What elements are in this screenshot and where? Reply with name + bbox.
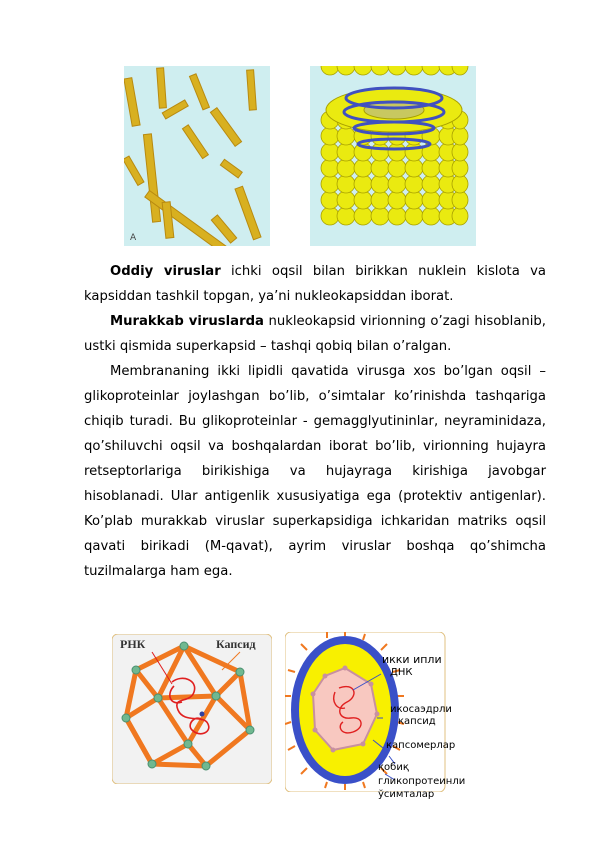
capsid-label: Капсид: [216, 637, 256, 651]
capsomer-label: капсомерлар: [386, 740, 456, 751]
body-text: [84, 259, 546, 584]
paragraph-text: ichki oqsil bilan birikkan nuklein kislota va kapsiddan tashkil topgan, ya’ni nukleokapsiddan iborat.: [84, 264, 546, 304]
icosahedral-rna-virus-image: [112, 634, 272, 784]
panel-label: A: [130, 233, 137, 243]
dna-label-1: икки ипли: [382, 653, 442, 666]
term-simple-viruses: Oddiy viruslar: [110, 264, 221, 279]
paragraph-text: Membrananing ikki lipidli qavatida virusga xos bo’lgan oqsil – glikoproteinlar joylashgan bo’lib, o’simtalar ko’rinishda tashqariga chiqib turadi. Bu glikoproteinlar - gemagglyutininlar, neyraminidaza, qo’shiluvchi oqsil va boshqalardan iborat bo’lib, virionning hujayra retseptorlariga birikishiga va hujayraga kirishiga javobgar hisoblanadi. Ular antigenlik xususiyatiga ega (protektiv antigenlar). Ko’plab murakkab viruslar superkapsidiga ichkaridan matriks oqsil qavati birikadi (M-qavat), ayrim viruslar boshqa qo’shimcha tuzilmalarga ham ega.: [84, 364, 546, 579]
term-complex-viruses: Murakkab viruslarda: [110, 314, 264, 329]
paragraph-membrane: [84, 359, 546, 584]
icosa-label-1: икосаэдрли: [390, 704, 452, 715]
envelope-label: қобиқ: [378, 762, 409, 773]
glyco-label-1: гликопротеинли: [378, 776, 466, 787]
paragraph-simple-viruses: [84, 259, 546, 309]
helical-capsid-image: [310, 66, 476, 246]
rna-label: РНК: [120, 637, 146, 651]
rod-virus-image: [124, 66, 270, 246]
paragraph-complex-viruses: [84, 309, 546, 359]
glyco-label-2: ўсимталар: [378, 789, 435, 800]
icosa-label-2: капсид: [398, 716, 436, 727]
dna-label-2: ДНК: [390, 667, 413, 678]
paragraph-text: nukleokapsid virionning o’zagi hisoblanib, ustki qismida superkapsid – tashqi qobiq bilan o’ralgan.: [84, 314, 546, 354]
